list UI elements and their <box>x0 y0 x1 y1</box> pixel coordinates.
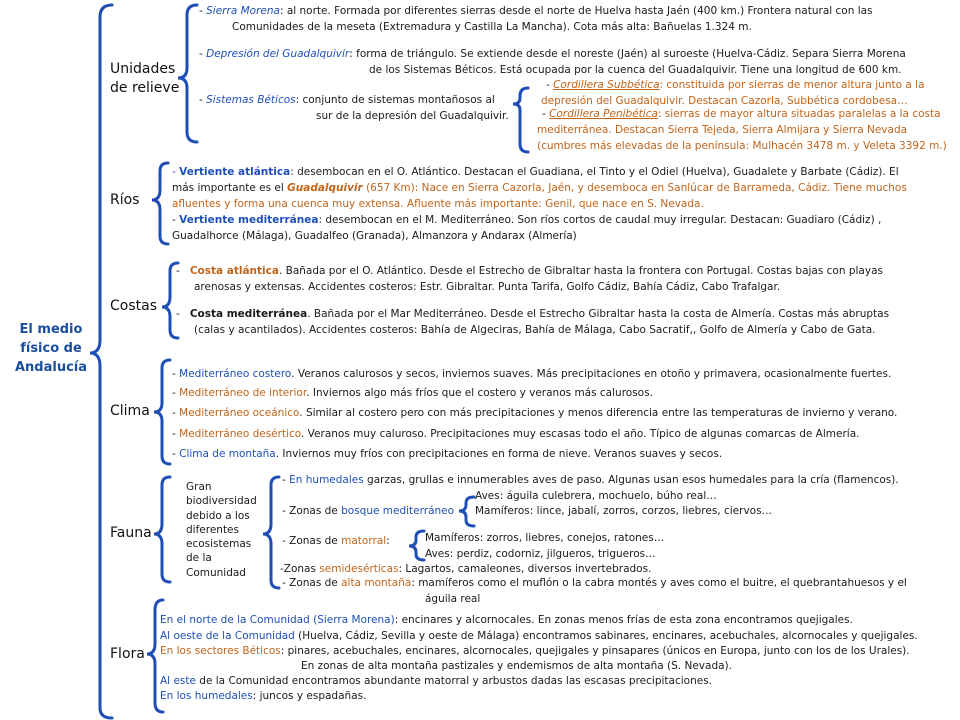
text: - Zonas de <box>282 577 342 589</box>
heading-clima: Clima <box>110 403 150 419</box>
flora-line <box>160 688 366 704</box>
text: - Zonas de <box>282 535 342 547</box>
text: : constituida por sierras de menor altura junto a la <box>659 79 925 91</box>
term: En los humedales <box>160 690 253 702</box>
flora-line: En zonas de alta montaña pastizales y endemismos de alta montaña (S. Nevada). <box>301 660 732 672</box>
fauna-matorral-aves: Aves: perdiz, codorniz, jilgueros, trigueros… <box>425 548 656 560</box>
text: . Bañada por el O. Atlántico. Desde el Estrecho de Gibraltar hasta la frontera con Portugal. Costas bajas con playas <box>278 265 883 277</box>
fauna-matorral: - Zonas de matorral: <box>282 535 390 547</box>
term-clima: Mediterráneo de interior <box>179 387 307 399</box>
text: . Veranos calurosos y secos, inviernos suaves. Más precipitaciones en otoño y primavera, ocasionalmente fuertes. <box>291 368 892 380</box>
fauna-alta-montana <box>282 575 907 591</box>
costas-atlantica: - Costa atlántica. Bañada por el O. Atlántico. Desde el Estrecho de Gibraltar hasta la frontera con Portugal. Costas bajas con playas <box>176 265 883 277</box>
relieve-penibetica-2: mediterránea. Destacan Sierra Tejeda, Sierra Almijara y Sierra Nevada <box>537 124 908 136</box>
relieve-sierra-morena: - Sierra Morena: al norte. Formada por diferentes sierras desde el norte de Huelva hasta Jaén (400 km.) Frontera natural con las <box>199 5 873 17</box>
term: Al oeste de la Comunidad <box>160 630 295 642</box>
intro-line: debido a los <box>186 509 250 522</box>
heading-flora: Flora <box>110 646 145 662</box>
term: Al este <box>160 675 196 687</box>
intro-line: de la <box>186 552 212 565</box>
clima-item: - Clima de montaña. Inviernos muy fríos con precipitaciones en forma de nieve. Veranos suaves y secos. <box>172 448 723 460</box>
text: (Huelva, Cádiz, Sevilla y oeste de Málaga) encontramos sabinares, encinares, acebuchales, alcornocales y quejigales. <box>294 630 918 642</box>
relieve-depresion: - Depresión del Guadalquivir: forma de triángulo. Se extiende desde el noreste (Jaén) al suroeste (Huelva-Cádiz. Separa Sierra Morena <box>199 48 906 60</box>
rios-atlantica-3: afluentes y forma una cuenca muy extensa. Afluente más importante: Genil, que nace en S. Nevada. <box>172 198 704 210</box>
intro-line: ecosistemas <box>186 538 252 551</box>
text: - Zonas de <box>282 505 342 517</box>
relieve-subbetica-2: depresión del Guadalquivir. Destacan Cazorla, Subbética cordobesa… <box>541 95 908 107</box>
heading-fauna: Fauna <box>110 525 152 541</box>
fauna-bosque-mamiferos: Mamíferos: lince, jabalí, zorros, corzos, liebres, ciervos… <box>475 505 773 517</box>
flora-line <box>160 628 918 644</box>
term-sierra-morena: Sierra Morena <box>206 5 280 17</box>
text: : Lagartos, camaleones, diversos invertebrados. <box>398 563 652 575</box>
text: : conjunto de sistemas montañosos al <box>295 94 495 106</box>
term: En los sectores Béticos <box>160 645 281 657</box>
intro-line: Comunidad <box>186 566 246 579</box>
fauna-intro <box>186 480 257 580</box>
text: : al norte. Formada por diferentes sierras desde el norte de Huelva hasta Jaén (400 km.) Frontera natural con las <box>279 5 873 17</box>
root-title-line: El medio <box>19 322 83 337</box>
text: : forma de triángulo. Se extiende desde el noreste (Jaén) al suroeste (Huelva-Cádiz. Separa Sierra Morena <box>349 48 906 60</box>
intro-line: biodiversidad <box>186 495 257 508</box>
text: . Inviernos muy fríos con precipitaciones en forma de nieve. Veranos suaves y secos. <box>275 448 723 460</box>
text: garzas, grullas e innumerables aves de paso. Algunas usan esos humedales para la cría (flamencos). <box>363 474 899 486</box>
heading-costas: Costas <box>110 298 157 314</box>
fauna-alta-montana-2: águila real <box>425 593 481 605</box>
heading-relieve <box>110 60 179 98</box>
text: : encinares y alcornocales. En zonas menos frías de esta zona encontramos quejigales. <box>394 614 853 626</box>
term-penibetica: Cordillera Penibética <box>549 108 658 120</box>
fauna-bosque-aves: Aves: águila culebrera, mochuelo, búho real… <box>475 490 717 502</box>
rios-atlantica: - Vertiente atlántica: desembocan en el O. Atlántico. Destacan el Guadiana, el Tinto y el Odiel (Huelva), Guadalete y Barbate (Cádiz). El <box>172 166 899 178</box>
term-depresion: Depresión del Guadalquivir <box>206 48 350 60</box>
costas-mediterranea-2: (calas y acantilados). Accidentes costeros: Bahía de Algeciras, Bahía de Málaga, Cabo Sacratif,, Golfo de Almería y Cabo de Gata. <box>194 324 876 336</box>
term-matorral: matorral <box>341 535 387 547</box>
term-guadalquivir: Guadalquivir <box>287 182 363 194</box>
relieve-penibetica-3: (cumbres más elevadas de la península: Mulhacén 3478 m. y Veleta 3392 m.) <box>537 140 947 152</box>
term-costa-mediterranea: Costa mediterránea <box>189 308 308 320</box>
text: : sierras de mayor altura situadas paralelas a la costa <box>657 108 941 120</box>
term-clima: Mediterráneo oceánico <box>179 407 300 419</box>
intro-line: Gran <box>186 481 212 493</box>
text: : desembocan en el O. Atlántico. Destacan el Guadiana, el Tinto y el Odiel (Huelva), Guadalete y Barbate (Cádiz). El <box>290 166 899 178</box>
text: . Bañada por el Mar Mediterráneo. Desde el Estrecho Gibraltar hasta la costa de Almería. Costas más abruptas <box>307 308 890 320</box>
text: (657 Km): Nace en Sierra Cazorla, Jaén, y desemboca en Sanlúcar de Barrameda, Cádiz. Tiene muchos <box>362 182 907 194</box>
fauna-matorral-mamiferos: Mamíferos: zorros, liebres, conejos, ratones… <box>425 532 665 544</box>
term-sistemas-beticos: Sistemas Béticos <box>206 94 296 106</box>
clima-item: - Mediterráneo oceánico. Similar al costero pero con más precipitaciones y menos diferencia entre las temperaturas de invierno y verano. <box>172 407 898 419</box>
text: . Veranos muy caluroso. Precipitaciones muy escasas todo el año. Típico de algunas comarcas de Almería. <box>301 428 860 440</box>
root-title-line: Andalucía <box>14 360 88 375</box>
relieve-subbetica: - Cordillera Subbética: constituida por sierras de menor altura junto a la <box>546 79 925 91</box>
fauna-humedales: - En humedales garzas, grullas e innumerables aves de paso. Algunas usan esos humedales para la cría (flamencos). <box>282 474 899 486</box>
flora-line <box>160 673 712 689</box>
clima-item: - Mediterráneo costero. Veranos calurosos y secos, inviernos suaves. Más precipitaciones en otoño y primavera, ocasionalmente fuertes. <box>172 368 892 380</box>
relieve-depresion-2: de los Sistemas Béticos. Está ocupada por la cuenca del Guadalquivir. Tiene una longitud de 600 km. <box>369 64 902 76</box>
text: . Inviernos algo más fríos que el costero y veranos más calurosos. <box>306 387 653 399</box>
text: : desembocan en el M. Mediterráneo. Son ríos cortos de caudal muy irregular. Destacan: Guadiaro (Cádiz) , <box>318 214 882 226</box>
term-alta-montana: alta montaña <box>341 577 412 589</box>
heading-line: Unidades <box>110 61 176 77</box>
clima-item: - Mediterráneo de interior. Inviernos algo más fríos que el costero y veranos más calurosos. <box>172 387 653 399</box>
root-title <box>6 320 96 377</box>
rios-mediterranea-2: Guadalhorce (Málaga), Guadalfeo (Granada), Almanzora y Andarax (Almería) <box>172 230 577 242</box>
text: : juncos y espadañas. <box>252 690 367 702</box>
relieve-beticos-2: sur de la depresión del Guadalquivir. <box>316 110 509 122</box>
heading-line: de relieve <box>110 80 180 96</box>
text: : pinares, acebuchales, encinares, alcornocales, quejigales y pinsapares (únicos en Europa, junto con los de los Urales). <box>280 645 910 657</box>
rios-mediterranea: - Vertiente mediterránea: desembocan en el M. Mediterráneo. Son ríos cortos de caudal muy irregular. Destacan: Guadiaro (Cádiz) , <box>172 214 882 226</box>
term-costa-atlantica: Costa atlántica <box>189 265 279 277</box>
text: -Zonas <box>280 563 320 575</box>
term-vertiente-mediterranea: Vertiente mediterránea <box>179 214 319 226</box>
relieve-sierra-morena-2: Comunidades de la meseta (Extremadura y Castilla La Mancha). Cota más alta: Bañuelas 1.324 m. <box>232 21 752 33</box>
relieve-penibetica: - Cordillera Penibética: sierras de mayor altura situadas paralelas a la costa <box>542 108 941 120</box>
term-humedales: En humedales <box>289 474 364 486</box>
fauna-bosque <box>282 503 454 519</box>
rios-atlantica-2 <box>172 180 907 196</box>
costas-mediterranea: - Costa mediterránea. Bañada por el Mar Mediterráneo. Desde el Estrecho Gibraltar hasta la costa de Almería. Costas más abruptas <box>176 308 890 320</box>
term-semidesertica: semidesérticas <box>319 563 399 575</box>
root-title-line: físico de <box>20 341 82 356</box>
text: más importante es el <box>172 182 288 194</box>
term: En el norte de la Comunidad (Sierra Morena) <box>160 614 395 626</box>
term-clima: Clima de montaña <box>179 448 276 460</box>
text: de la Comunidad encontramos abundante matorral y arbustos dadas las escasas precipitaciones. <box>195 675 713 687</box>
term-subbetica: Cordillera Subbética <box>553 79 660 91</box>
term-clima: Mediterráneo desértico <box>179 428 301 440</box>
costas-atlantica-2: arenosas y extensas. Accidentes costeros: Estr. Gibraltar. Punta Tarifa, Golfo Cádiz, Bahía Cádiz, Cabo Trafalgar. <box>194 281 781 293</box>
text: : mamíferos como el muflón o la cabra montés y aves como el buitre, el quebrantahuesos y el <box>411 577 907 589</box>
clima-item: - Mediterráneo desértico. Veranos muy caluroso. Precipitaciones muy escasas todo el año. Típico de algunas comarcas de Almería. <box>172 428 860 440</box>
relieve-beticos: - Sistemas Béticos: conjunto de sistemas montañosos al <box>199 94 495 106</box>
flora-line <box>160 643 910 659</box>
heading-rios: Ríos <box>110 192 140 208</box>
term-bosque-mediterraneo: bosque mediterráneo <box>341 505 455 517</box>
intro-line: diferentes <box>186 523 239 536</box>
flora-line <box>160 612 853 628</box>
text: . Similar al costero pero con más precipitaciones y menos diferencia entre las temperaturas de invierno y verano. <box>299 407 898 419</box>
term-clima: Mediterráneo costero <box>179 368 292 380</box>
term-vertiente-atlantica: Vertiente atlántica <box>179 166 291 178</box>
